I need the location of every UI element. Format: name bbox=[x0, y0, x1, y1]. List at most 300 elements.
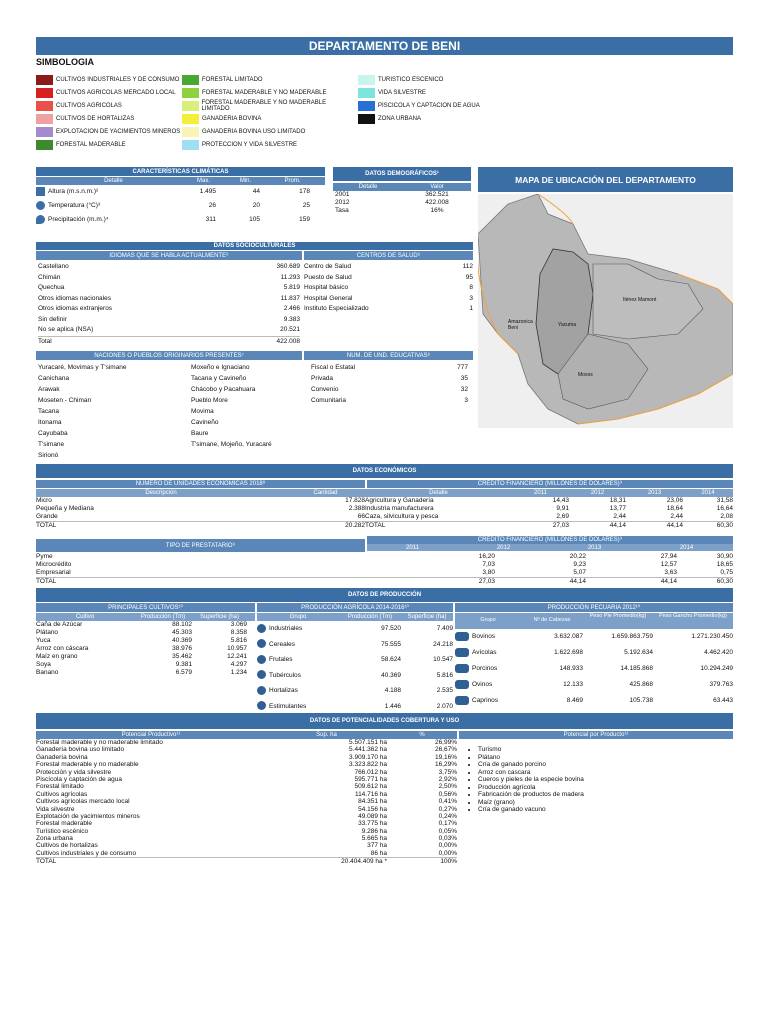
agricola-label: Cereales bbox=[269, 640, 296, 648]
clima-min: 44 bbox=[252, 188, 260, 195]
table-row bbox=[38, 294, 300, 305]
cultivo-sup: 1.234 bbox=[230, 669, 247, 676]
legend-swatch bbox=[182, 127, 199, 137]
agricola-grupo bbox=[257, 652, 339, 668]
potencial-sup: 49.089 ha bbox=[358, 812, 387, 820]
pecuaria-grupo bbox=[455, 629, 521, 645]
cred-2011: 2,69 bbox=[556, 513, 569, 520]
pecuaria-cabezas: 12.133 bbox=[563, 681, 583, 688]
table-row bbox=[38, 304, 300, 315]
unid-desc: Micro bbox=[36, 497, 52, 504]
table-row bbox=[311, 373, 468, 384]
table-row bbox=[38, 362, 300, 373]
salud-value: 1 bbox=[469, 305, 473, 312]
prest-2014: 60,30 bbox=[716, 578, 733, 585]
table-row bbox=[36, 828, 457, 835]
wheat-icon bbox=[257, 639, 266, 648]
agricola-prod: 1.446 bbox=[384, 702, 401, 710]
pecuaria-pie: 14.185.868 bbox=[620, 665, 653, 672]
educ-value: 3 bbox=[464, 397, 468, 404]
goat-icon bbox=[455, 696, 469, 705]
potencial-pct: 0,00% bbox=[438, 849, 457, 857]
legend-col-1 bbox=[36, 73, 186, 151]
demo-col-valor: Valor bbox=[430, 184, 444, 190]
cred-2013: 18,64 bbox=[666, 505, 683, 512]
cultivo-prod: 35.462 bbox=[172, 653, 192, 660]
potencial-sup: 766.012 ha bbox=[354, 768, 387, 776]
demo-valor: 422.008 bbox=[425, 199, 449, 206]
cult-col-cultivo: Cultivo bbox=[75, 614, 95, 620]
producto-header: Potencial por Producto¹² bbox=[459, 731, 733, 739]
cred-2011: 27,03 bbox=[552, 522, 569, 529]
potencial-name: Forestal maderable bbox=[36, 820, 92, 828]
agricola-grupo bbox=[257, 637, 339, 653]
legend-item bbox=[182, 112, 352, 125]
table-row bbox=[333, 207, 471, 215]
clima-detalle bbox=[36, 199, 176, 213]
clima-label: Altura (m.s.n.m.)² bbox=[48, 188, 99, 195]
table-row bbox=[257, 668, 453, 684]
agricola-prod: 97.520 bbox=[381, 625, 401, 632]
table-row bbox=[257, 699, 453, 715]
potencial-pct: 0,41% bbox=[438, 798, 457, 806]
idioma-name: Chimán bbox=[38, 273, 61, 281]
cultivos-table bbox=[36, 613, 255, 677]
pecuaria-gancho: 1.271.230.450 bbox=[691, 633, 733, 640]
legend-label: TURISTICO ESCENICO bbox=[378, 76, 444, 83]
clima-min: 20 bbox=[252, 202, 260, 209]
idioma-value: 20.521 bbox=[280, 326, 300, 333]
table-row bbox=[455, 677, 733, 693]
legend-label: GANADERIA BOVINA bbox=[202, 115, 262, 122]
table-row bbox=[36, 513, 733, 521]
table-row bbox=[304, 273, 475, 284]
table-row bbox=[36, 754, 457, 761]
table-row bbox=[38, 283, 300, 294]
sun-icon bbox=[36, 201, 45, 210]
potencial-name: Protección y vida silvestre bbox=[36, 768, 112, 776]
page-title: DEPARTAMENTO DE BENI bbox=[36, 37, 733, 55]
table-row bbox=[36, 561, 733, 569]
salud-header: CENTROS DE SALUD⁶ bbox=[304, 251, 473, 260]
potencial-pct: 0,17% bbox=[438, 820, 457, 828]
cultivo-prod: 9.381 bbox=[175, 661, 192, 668]
table-row bbox=[455, 661, 733, 677]
legend-item bbox=[36, 86, 186, 99]
cred-2014: 60,30 bbox=[716, 522, 733, 529]
potencial-name: Vida silvestre bbox=[36, 805, 75, 813]
table-row bbox=[333, 199, 471, 207]
clima-min: 105 bbox=[249, 216, 260, 223]
legend-label: FORESTAL MADERABLE Y NO MADERABLE bbox=[202, 89, 327, 96]
cred-2012: 13,77 bbox=[609, 505, 626, 512]
clima-label: Temperatura (°C)³ bbox=[48, 202, 101, 209]
table-row bbox=[38, 336, 300, 347]
legend-swatch bbox=[36, 114, 53, 124]
table-row bbox=[38, 439, 300, 450]
legend-label: CULTIVOS DE HORTALIZAS bbox=[56, 115, 135, 122]
potencial-name: Explotación de yacimientos mineros bbox=[36, 812, 140, 820]
cred-2012: 18,31 bbox=[609, 497, 626, 504]
potencial-name: Ganadería bovina bbox=[36, 753, 88, 761]
table-row bbox=[36, 497, 733, 505]
pecuaria-pie: 105.738 bbox=[629, 697, 653, 704]
potencial-sup: 3.909.170 ha bbox=[349, 753, 387, 761]
pecuaria-grupo bbox=[455, 677, 521, 693]
potencial-sup: 509.612 ha bbox=[354, 783, 387, 791]
clima-max: 311 bbox=[205, 216, 216, 223]
pecuaria-cabezas: 3.632.087 bbox=[554, 633, 583, 640]
unid-cant: 2.388 bbox=[348, 505, 365, 512]
clima-detalle bbox=[36, 185, 176, 199]
prest-years bbox=[367, 544, 733, 551]
table-row bbox=[38, 428, 300, 439]
prest-2012: 20,22 bbox=[569, 553, 586, 560]
table-row bbox=[38, 325, 300, 336]
table-row bbox=[36, 857, 457, 864]
socio-header: DATOS SOCIOCULTURALES bbox=[36, 242, 473, 250]
table-row bbox=[36, 791, 457, 798]
cred-2012: 2,44 bbox=[613, 513, 626, 520]
salud-table bbox=[304, 262, 475, 315]
idiomas-table bbox=[38, 262, 300, 346]
nacion-col1: Sirionó bbox=[38, 452, 59, 459]
agricola-prod: 58.624 bbox=[381, 656, 401, 663]
pecuaria-grupo bbox=[455, 693, 521, 709]
educ-name: Convenio bbox=[311, 386, 339, 393]
pec-col-gancho: Peso Gancho Promedio(kg) bbox=[659, 613, 727, 619]
potencial-name: Ganadería bovina uso limitado bbox=[36, 746, 125, 754]
pec-col-pie: Peso Pie Promedio(kg) bbox=[589, 613, 647, 619]
legend-label: EXPLOTACION DE YACIMIENTOS MINEROS bbox=[56, 128, 181, 135]
potencial-sup: 3.323.822 ha bbox=[349, 761, 387, 769]
potencial-sup: 20.404.409 ha * bbox=[341, 858, 387, 865]
potencial-pct: 26,99% bbox=[434, 739, 457, 746]
agricola-sup: 10.547 bbox=[433, 656, 453, 663]
cultivo-name: Plátano bbox=[36, 629, 59, 636]
table-row bbox=[36, 637, 255, 645]
potencial-pct: 0,00% bbox=[438, 842, 457, 850]
cred-col-2013: 2013 bbox=[647, 490, 662, 496]
chicken-icon bbox=[455, 648, 469, 657]
prest-2012: 9,23 bbox=[573, 561, 586, 568]
legend-item bbox=[36, 112, 186, 125]
prest-2011: 3,80 bbox=[482, 569, 495, 576]
cultivo-sup: 12.241 bbox=[227, 653, 247, 660]
table-row bbox=[36, 739, 457, 746]
table-row bbox=[38, 262, 300, 273]
cult-col-sup: Superficie (ha) bbox=[199, 614, 240, 620]
clima-col-max: Max. bbox=[196, 178, 210, 184]
legend-swatch bbox=[36, 101, 53, 111]
pecuaria-cabezas: 1.622.698 bbox=[554, 649, 583, 656]
table-row bbox=[36, 746, 457, 753]
salud-name: Instituto Especializado bbox=[304, 305, 369, 312]
clima-table bbox=[36, 177, 325, 227]
potencial-name: TOTAL bbox=[36, 858, 57, 865]
clima-prom: 25 bbox=[302, 202, 310, 209]
pecuaria-label: Avícolas bbox=[472, 649, 497, 656]
agricola-prod: 4.188 bbox=[384, 687, 401, 694]
legend-label: PROTECCION Y VIDA SILVESTRE bbox=[202, 141, 298, 148]
prest-2012: 44,14 bbox=[569, 578, 586, 585]
list-item: • Plátano bbox=[478, 754, 730, 762]
unid-desc: Pequeña y Mediana bbox=[36, 505, 94, 512]
prest-year: 2014 bbox=[679, 545, 694, 551]
salud-name: Centro de Salud bbox=[304, 263, 351, 270]
nacion-col1: Canichana bbox=[38, 375, 70, 382]
prestatario-table bbox=[36, 553, 733, 585]
table-row bbox=[257, 652, 453, 668]
cred-2014: 2,08 bbox=[720, 513, 733, 520]
cultivo-sup: 5.816 bbox=[230, 637, 247, 644]
cred-col-detalle: Detalle bbox=[429, 490, 448, 496]
legend-swatch bbox=[36, 127, 53, 137]
potencial-name: Cultivos de hortalizas bbox=[36, 842, 98, 850]
agr-col-grupo: Grupo bbox=[289, 614, 307, 620]
map-label-yacuma: Yacuma bbox=[558, 322, 576, 328]
nacion-col1: T'simane bbox=[38, 441, 65, 448]
agricola-grupo bbox=[257, 683, 339, 699]
table-row bbox=[257, 683, 453, 699]
salud-name: Hospital básico bbox=[304, 284, 349, 291]
pecuaria-grupo bbox=[455, 661, 521, 677]
cultivo-name: Banano bbox=[36, 669, 59, 676]
idioma-value: 5.819 bbox=[283, 284, 300, 291]
demo-col-detalle: Detalle bbox=[358, 184, 378, 190]
table-row bbox=[36, 813, 457, 820]
legend-item bbox=[182, 138, 352, 151]
cultivo-name: Maíz en grano bbox=[36, 653, 78, 660]
demo-detalle: 2001 bbox=[335, 191, 350, 198]
prest-tipo: Empresarial bbox=[36, 569, 71, 576]
table-row bbox=[38, 395, 300, 406]
nacion-col1: Cayubaba bbox=[38, 430, 68, 437]
idioma-name: Sin definir bbox=[38, 315, 67, 323]
legend-swatch bbox=[182, 140, 199, 150]
nacion-col2: Movima bbox=[191, 408, 214, 415]
clima-prom: 159 bbox=[299, 216, 310, 223]
cultivo-prod: 45.303 bbox=[172, 629, 192, 636]
legend-label: ZONA URBANA bbox=[378, 115, 422, 122]
table-row bbox=[257, 637, 453, 653]
idioma-value: 422.008 bbox=[276, 337, 300, 345]
grain-icon bbox=[257, 624, 266, 633]
idioma-value: 2.466 bbox=[283, 305, 300, 312]
cultivo-prod: 6.579 bbox=[175, 669, 192, 676]
potencial-sup: 84.351 ha bbox=[358, 798, 387, 806]
list-item: • Cueros y pieles de la especie bovina bbox=[478, 776, 730, 784]
potencial-pct: 0,56% bbox=[438, 790, 457, 798]
potencial-pct: 0,24% bbox=[438, 812, 457, 820]
cultivo-prod: 88.102 bbox=[172, 621, 192, 628]
salud-value: 8 bbox=[469, 284, 473, 291]
legend-item bbox=[36, 73, 186, 86]
prest-2014: 30,90 bbox=[716, 553, 733, 560]
nacion-col2: Pueblo More bbox=[191, 397, 228, 404]
demo-detalle: 2012 bbox=[335, 199, 350, 206]
legend-swatch bbox=[36, 140, 53, 150]
prest-2011: 16,20 bbox=[478, 553, 495, 560]
table-row bbox=[333, 191, 471, 199]
educ-name: Fiscal o Estatal bbox=[311, 364, 356, 371]
idioma-name: Quechua bbox=[38, 284, 65, 291]
clima-col-min: Min. bbox=[239, 178, 252, 184]
cultivo-sup: 8.358 bbox=[230, 629, 247, 636]
pecuaria-cabezas: 8.469 bbox=[566, 697, 583, 704]
idiomas-header: IDIOMAS QUE SE HABLA ACTUALMENTE⁶ bbox=[36, 251, 302, 260]
credito2-header: CRÉDITO FINANCIERO (MILLONES DE DÓLARES)⁹ bbox=[367, 536, 733, 544]
sheep-icon bbox=[455, 680, 469, 689]
unid-desc: TOTAL bbox=[36, 522, 57, 529]
potencial-name: Forestal maderable y no maderable limitado bbox=[36, 739, 163, 746]
legend-item bbox=[358, 99, 508, 112]
pecuaria-label: Bovinos bbox=[472, 633, 496, 640]
agricola-label: Estimulantes bbox=[269, 702, 307, 710]
agricola-table bbox=[257, 613, 453, 714]
pec-col-cabezas: Nº de Cabezas bbox=[533, 617, 571, 623]
nacion-col2 bbox=[191, 450, 300, 461]
pecuaria-gancho: 63.443 bbox=[713, 697, 733, 704]
table-row bbox=[36, 769, 457, 776]
legend-item bbox=[358, 86, 508, 99]
unid-cant: 17.828 bbox=[345, 497, 365, 504]
agricola-label: Frutales bbox=[269, 656, 293, 663]
prest-2012: 5,07 bbox=[573, 569, 586, 576]
clima-header: CARACTERÍSTICAS CLIMÁTICAS bbox=[36, 167, 325, 176]
prest-2014: 18,65 bbox=[716, 561, 733, 568]
prod-header: DATOS DE PRODUCCIÓN bbox=[36, 588, 733, 602]
demo-valor: 16% bbox=[430, 207, 444, 214]
legend-swatch bbox=[36, 88, 53, 98]
clima-max: 1.495 bbox=[199, 188, 216, 195]
agricola-label: Tubérculos bbox=[269, 671, 301, 679]
idioma-name: Total bbox=[38, 337, 52, 345]
table-row bbox=[36, 761, 457, 768]
table-row bbox=[36, 842, 457, 849]
cultivo-prod: 38.976 bbox=[172, 645, 192, 652]
legend-label: CULTIVOS INDUSTRIALES Y DE CONSUMO bbox=[56, 76, 180, 83]
legend-label: FORESTAL MADERABLE bbox=[56, 141, 126, 148]
agricola-sup: 2.535 bbox=[436, 687, 453, 694]
potencial-sup: 5.507.151 ha bbox=[349, 739, 387, 746]
table-row bbox=[455, 693, 733, 709]
agricola-sup: 5.816 bbox=[436, 671, 453, 679]
agricola-grupo bbox=[257, 621, 339, 637]
table-row bbox=[455, 629, 733, 645]
nacion-col2: T'simane, Mojeño, Yuracaré bbox=[191, 441, 272, 448]
idioma-value: 360.689 bbox=[276, 263, 300, 270]
pot-col-pct: % bbox=[419, 732, 425, 738]
prest-year: 2011 bbox=[406, 545, 419, 551]
prest-2013: 12,57 bbox=[660, 561, 677, 568]
nacion-col1: Yuracaré, Movimas y T'simane bbox=[38, 364, 127, 371]
potencial-name: Cultivos agrícolas bbox=[36, 790, 88, 798]
table-row bbox=[455, 645, 733, 661]
legend-label: FORESTAL MADERABLE Y NO MADERABLE LIMITADO bbox=[201, 99, 327, 112]
pecuaria-gancho: 4.462.420 bbox=[704, 649, 733, 656]
table-row bbox=[36, 185, 325, 199]
table-row bbox=[38, 373, 300, 384]
legend-label: FORESTAL LIMITADO bbox=[202, 76, 263, 83]
nacion-col2: Moxeño e Ignaciano bbox=[191, 364, 250, 371]
list-item: • Producción agrícola bbox=[478, 784, 730, 792]
agricola-sup: 24.218 bbox=[433, 640, 453, 648]
idioma-name: Castellano bbox=[38, 263, 69, 270]
prest-2011: 27,03 bbox=[478, 578, 495, 585]
cultivo-sup: 10.957 bbox=[227, 645, 247, 652]
agricola-grupo bbox=[257, 668, 339, 684]
eco-table bbox=[36, 489, 733, 529]
demo-detalle: Tasa bbox=[335, 207, 349, 214]
educ-name: Comunitaria bbox=[311, 397, 347, 404]
legend-item bbox=[36, 138, 186, 151]
cultivo-name: Soya bbox=[36, 661, 51, 668]
agricola-label: Hortalizas bbox=[269, 687, 298, 694]
table-row bbox=[304, 283, 475, 294]
potencial-name: Piscícola y captación de agua bbox=[36, 775, 122, 783]
legend-label: PISCICOLA Y CAPTACION DE AGUA bbox=[378, 102, 480, 109]
clima-detalle bbox=[36, 213, 176, 227]
prest-tipo: Pyme bbox=[36, 553, 53, 560]
idioma-value: 11.293 bbox=[280, 273, 300, 281]
legend-swatch bbox=[358, 75, 375, 85]
potencial-name: Cultivos agrícolas mercado local bbox=[36, 798, 130, 806]
eco-header: DATOS ECONÓMICOS bbox=[36, 464, 733, 478]
legend-item bbox=[182, 73, 352, 86]
cred-2013: 2,44 bbox=[670, 513, 683, 520]
salud-value: 112 bbox=[462, 263, 473, 270]
credito-header: CRÉDITO FINANCIERO (MILLONES DE DÓLARES)⁹ bbox=[367, 480, 733, 488]
leaf-icon bbox=[257, 701, 266, 710]
potencial-pct: 16,29% bbox=[434, 761, 457, 769]
potencial-sup: 595.771 ha bbox=[354, 775, 387, 783]
pecuaria-gancho: 379.763 bbox=[709, 681, 733, 688]
map-label-itenez: Iténez Mamoré bbox=[623, 297, 657, 303]
potencial-sup: 9.286 ha bbox=[361, 827, 387, 835]
legend-swatch bbox=[182, 88, 199, 98]
pecuaria-table bbox=[455, 613, 733, 709]
pecuaria-label: Caprinos bbox=[472, 697, 499, 704]
cred-2013: 23,06 bbox=[666, 497, 683, 504]
nacion-col2: Chácobo y Pacahuara bbox=[191, 386, 256, 393]
nacion-col2: Cavineño bbox=[191, 419, 219, 426]
educ-value: 35 bbox=[460, 375, 468, 382]
cred-2011: 9,91 bbox=[556, 505, 569, 512]
table-row bbox=[311, 395, 468, 406]
legend-swatch bbox=[182, 101, 199, 111]
map-label-amazonica: Amazonica Beni bbox=[508, 319, 533, 331]
potencial-pct: 26,67% bbox=[434, 746, 457, 754]
table-row bbox=[36, 569, 733, 577]
legend-swatch bbox=[358, 88, 375, 98]
table-row bbox=[36, 798, 457, 805]
naciones-table bbox=[38, 362, 300, 461]
potencial-pct: 0,03% bbox=[438, 835, 457, 843]
cultivo-name: Arroz con cáscara bbox=[36, 645, 89, 652]
table-row bbox=[38, 450, 300, 461]
prest-2013: 44,14 bbox=[660, 578, 677, 585]
list-item: • Turismo bbox=[478, 746, 730, 754]
clima-col-prom: Prom. bbox=[284, 178, 301, 184]
unid-col-desc: Descripción bbox=[145, 490, 177, 496]
mountain-icon bbox=[36, 187, 45, 196]
potencial-pct: 2,92% bbox=[438, 775, 457, 783]
cred-2011: 14,43 bbox=[552, 497, 569, 504]
table-row bbox=[304, 294, 475, 305]
cultivo-prod: 40.369 bbox=[172, 637, 192, 644]
table-row bbox=[38, 273, 300, 284]
